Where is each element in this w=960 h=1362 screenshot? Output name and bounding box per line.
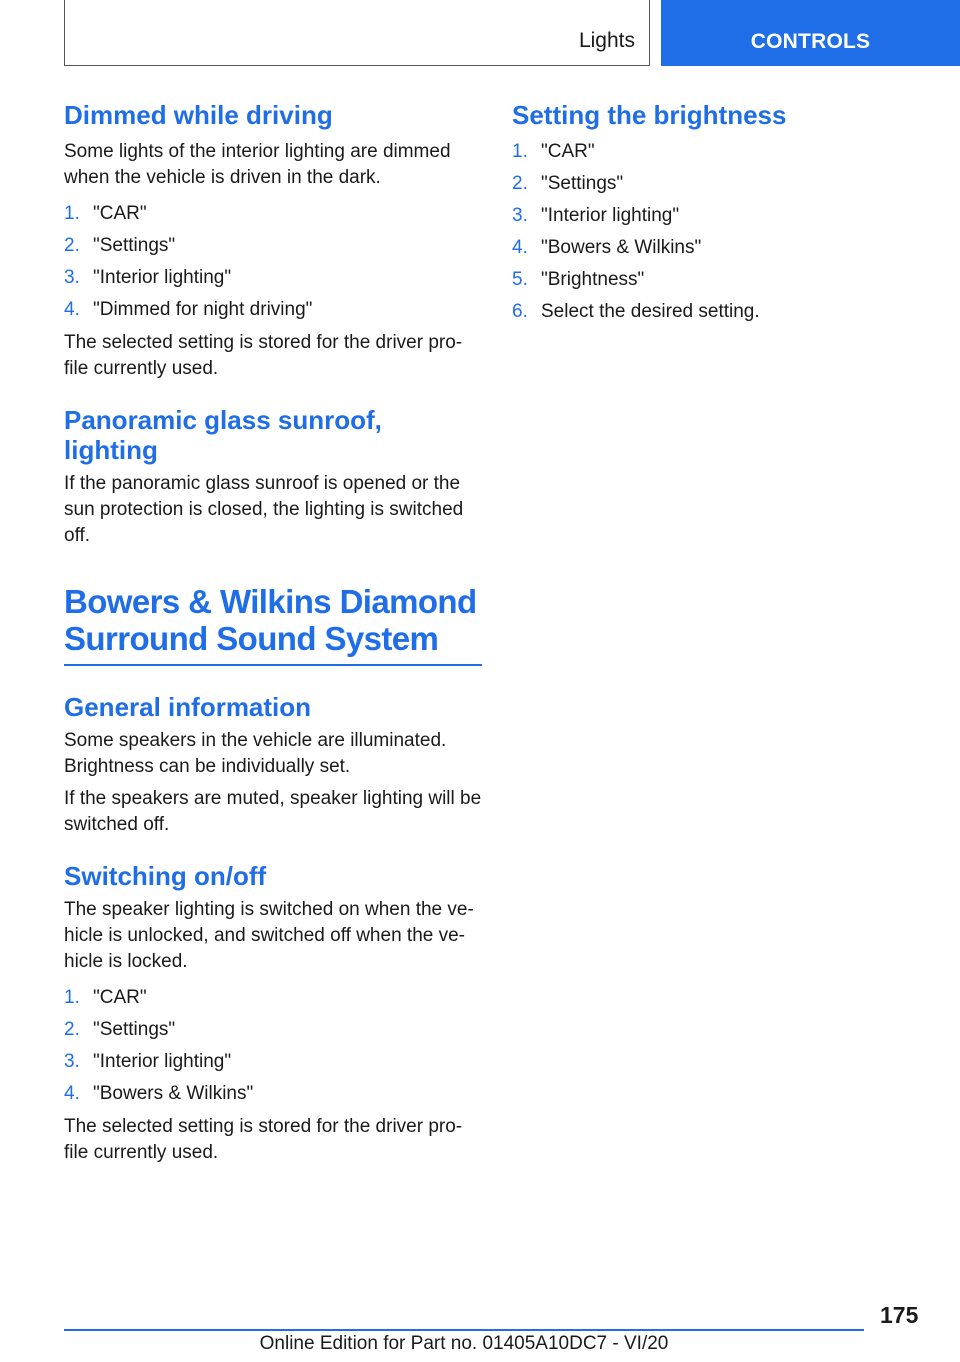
dimmed-note: The selected setting is stored for the driver pro‐file currently used.	[64, 332, 463, 379]
brightness-steps	[512, 136, 930, 328]
list-item: 3. "Interior lighting"	[512, 205, 680, 226]
page-header	[0, 0, 960, 66]
section-tab	[64, 0, 650, 66]
chapter-label: CONTROLS	[750, 30, 871, 53]
list-item: 4. "Dimmed for night driving"	[64, 299, 313, 320]
list-item: 3. "Interior lighting"	[64, 267, 232, 288]
list-item: 3. "Interior lighting"	[64, 1051, 232, 1072]
chapter-tab	[661, 0, 960, 66]
switching-text: The speaker lighting is switched on when the ve‐hicle is unlocked, and switched off when the ve‐hicle is locked.	[64, 899, 474, 972]
list-item: 2. "Settings"	[64, 1019, 176, 1040]
sunroof-heading: Panoramic glass sunroof, lighting	[64, 405, 382, 465]
list-item: 1. "CAR"	[64, 203, 147, 224]
list-item: 5. "Brightness"	[512, 269, 645, 290]
edition-text: Online Edition for Part no. 01405A10DC7 - VI/20	[259, 1333, 669, 1354]
general-text-1: Some speakers in the vehicle are illuminated. Brightness can be individually set.	[64, 730, 447, 777]
section-divider	[64, 664, 482, 666]
bw-title: Bowers & Wilkins Diamond Surround Sound System	[64, 583, 477, 657]
general-text-2: If the speakers are muted, speaker lighting will be switched off.	[64, 788, 482, 835]
brightness-heading: Setting the brightness	[512, 100, 787, 130]
right-column	[512, 100, 930, 328]
list-item: 4. "Bowers & Wilkins"	[64, 1083, 254, 1104]
page-number: 175	[880, 1302, 919, 1328]
list-item: 4. "Bowers & Wilkins"	[512, 237, 702, 258]
left-column	[64, 100, 482, 1166]
dimmed-heading: Dimmed while driving	[64, 100, 333, 130]
general-heading: General information	[64, 692, 312, 722]
switching-steps	[64, 982, 482, 1110]
list-item: 2. "Settings"	[64, 235, 176, 256]
list-item: 6. Select the desired setting.	[512, 301, 760, 322]
sunroof-text: If the panoramic glass sunroof is opened or the sun protection is closed, the lighting is switched off.	[64, 473, 464, 546]
list-item: 1. "CAR"	[64, 987, 147, 1008]
section-label: Lights	[578, 29, 635, 52]
list-item: 1. "CAR"	[512, 141, 595, 162]
footer-divider	[64, 1329, 864, 1331]
dimmed-text: Some lights of the interior lighting are dimmed when the vehicle is driven in the dark.	[64, 141, 451, 188]
switching-heading: Switching on/off	[64, 861, 267, 891]
switching-note: The selected setting is stored for the driver pro‐file currently used.	[64, 1116, 463, 1163]
list-item: 2. "Settings"	[512, 173, 624, 194]
dimmed-steps	[64, 198, 482, 326]
